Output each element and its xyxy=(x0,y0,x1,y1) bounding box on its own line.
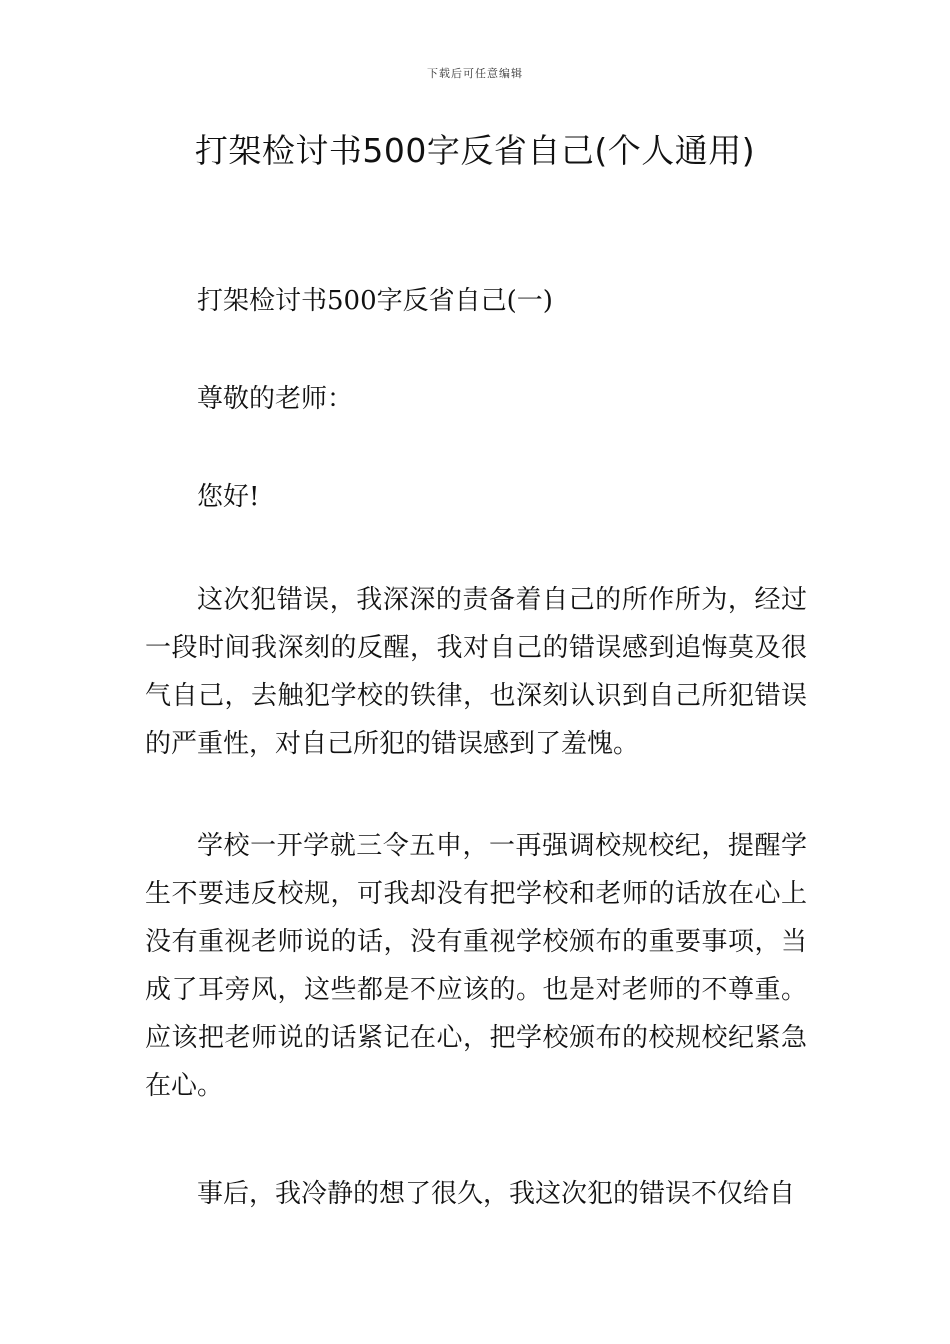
salutation: 尊敬的老师： xyxy=(197,384,354,414)
header-note: 下载后可任意编辑 xyxy=(427,67,523,80)
body-paragraph: 学校一开学就三令五申，一再强调校规校纪，提醒学生不要违反校规，可我却没有把学校和老师的话放在心上没有重视老师说的话，没有重视学校颁布的重要事项，当成了耳旁风，这些都是不应该的。也是对老师的不尊重。应该把老师说的话紧记在心，把学校颁布的校规校纪紧急在心。 xyxy=(145,831,807,1101)
body-paragraph: 这次犯错误，我深深的责备着自己的所作所为，经过一段时间我深刻的反醒，我对自己的错误感到追悔莫及很气自己，去触犯学校的铁律，也深刻认识到自己所犯错误的严重性，对自己所犯的错误感到了羞愧。 xyxy=(145,585,807,759)
body-paragraph: 事后，我冷静的想了很久，我这次犯的错误不仅给自 xyxy=(197,1179,796,1209)
section-heading: 打架检讨书500字反省自己(一) xyxy=(197,286,553,316)
greeting: 您好! xyxy=(197,482,260,512)
document-title: 打架检讨书500字反省自己(个人通用) xyxy=(194,131,756,170)
